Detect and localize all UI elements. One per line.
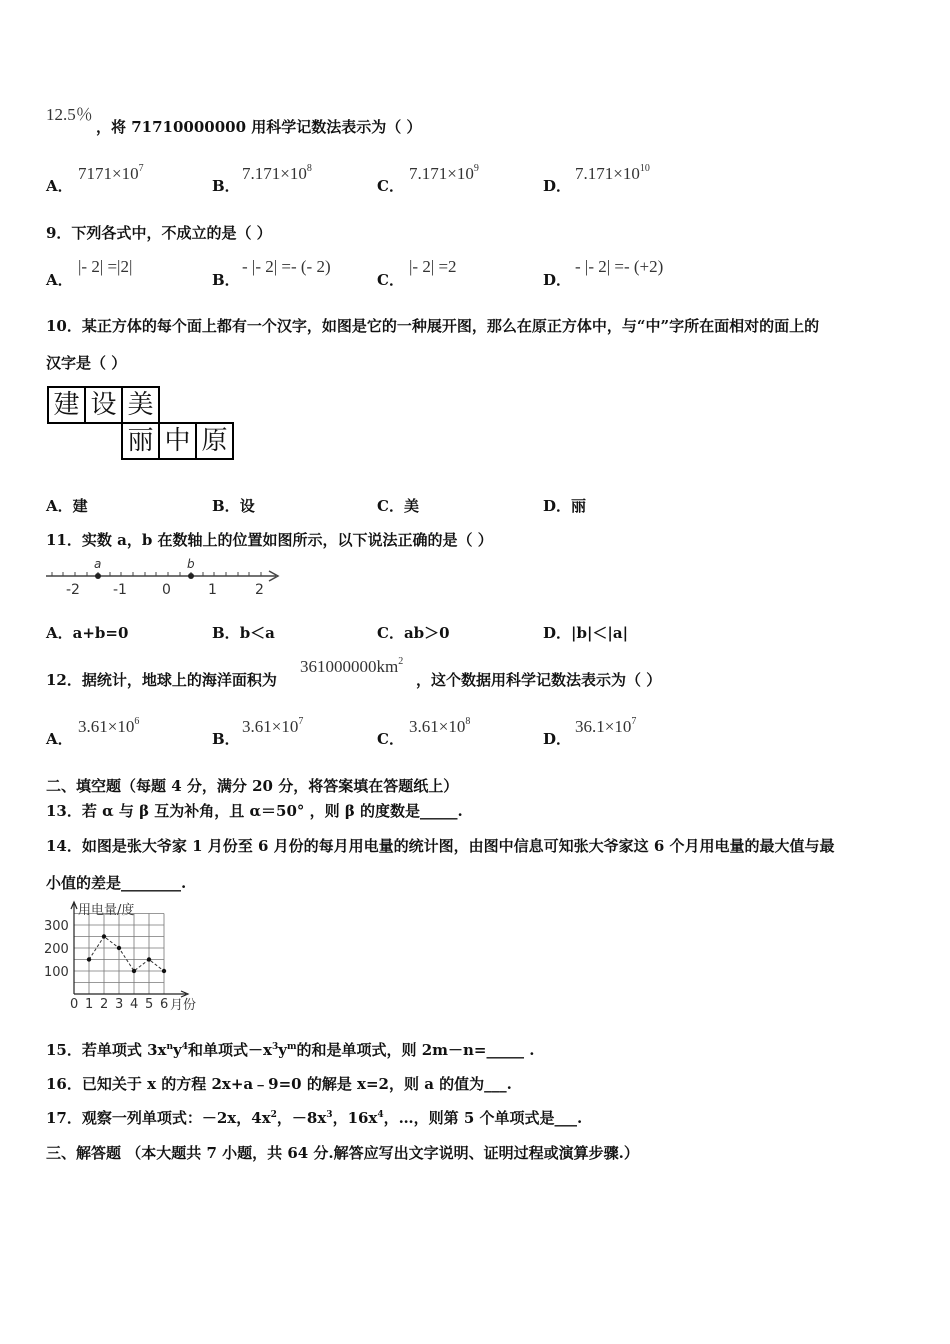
axis-label-neg2: -2: [66, 582, 80, 598]
q14-line1: 14．如图是张大爷家 1 月份至 6 月份的每月用电量的统计图，由图中信息可知张大爷家这 6 个月用电量的最大值与最: [46, 837, 835, 855]
q8-option-d-letter: D．: [543, 177, 572, 195]
q11-option-c: C．ab＞0: [377, 624, 450, 642]
q12-option-d: $36.1\times 10^7$: [575, 716, 637, 736]
chart-point: [87, 957, 91, 961]
chart-x-axis-title: 月份: [170, 998, 197, 1013]
net-cell-1: 建: [47, 386, 86, 424]
q8-option-a: $7171\times 10^7$: [78, 163, 144, 183]
net-cell-2: 设: [84, 386, 123, 424]
q11-stem: 11．实数 a，b 在数轴上的位置如图所示，以下说法正确的是（ ）: [46, 531, 493, 549]
q9-option-a: |- 2| =|2|: [78, 257, 133, 276]
q9-option-c: |- 2| =2: [409, 257, 457, 276]
q12-option-a: $3.61\times 10^6$: [78, 716, 140, 736]
q15-text: 15．若单项式 $3x^ny^4$和单项式$-x^3y^m$的和是单项式，则 2m－n=_____ .: [46, 1041, 535, 1059]
q11-option-a: A．a+b=0: [46, 624, 129, 642]
q8-lead-formula: 12.5％: [46, 105, 93, 124]
net-cell-6: 原: [195, 422, 234, 460]
chart-point: [162, 969, 166, 973]
q13-text: 13．若 α 与 β 互为补角，且 α＝50° ，则 β 的度数是_____.: [46, 802, 463, 820]
axis-label-neg1: -1: [113, 582, 127, 598]
q8-option-b: $7.171\times 10^8$: [242, 163, 312, 183]
chart-point: [147, 957, 151, 961]
q12-option-b: $3.61\times 10^7$: [242, 716, 304, 736]
electricity-chart: [40, 896, 210, 1018]
chart-y-tick-label: 100: [44, 965, 69, 980]
net-cell-4: 丽: [121, 422, 160, 460]
point-a: [95, 573, 101, 579]
q9-option-d-letter: D．: [543, 271, 572, 289]
q8-option-c: $7.171\times 10^9$: [409, 163, 479, 183]
axis-label-2: 2: [255, 582, 264, 598]
q10-option-c: C．美: [377, 497, 419, 515]
chart-x-tick-label: 4: [130, 997, 139, 1012]
point-b-label: b: [187, 557, 195, 571]
q9-stem: 9．下列各式中，不成立的是（ ）: [46, 224, 272, 242]
q12-stem-a: 12．据统计，地球上的海洋面积为: [46, 671, 277, 689]
q10-stem-line1: 10．某正方体的每个面上都有一个汉字，如图是它的一种展开图，那么在原正方体中，与“中”字所在面相对的面上的: [46, 317, 820, 335]
q8-stem: ，将 71710000000 用科学记数法表示为（ ）: [96, 118, 422, 136]
chart-x-tick-label: 5: [145, 997, 154, 1012]
q8-option-d: $7.171\times 10^{10}$: [575, 163, 650, 183]
q9-option-b-letter: B．: [212, 271, 240, 289]
axis-label-1: 1: [208, 582, 217, 598]
chart-y-tick-label: 200: [44, 942, 69, 957]
point-b: [188, 573, 194, 579]
q8-option-a-letter: A．: [46, 177, 73, 195]
q16-text: 16．已知关于 x 的方程 2x+a﹣9=0 的解是 x=2，则 a 的值为___.: [46, 1075, 512, 1093]
point-a-label: a: [94, 557, 102, 571]
chart-series: [87, 934, 166, 973]
q9-option-a-letter: A．: [46, 271, 73, 289]
q8-option-b-letter: B．: [212, 177, 240, 195]
chart-y-tick-label: 300: [44, 919, 69, 934]
chart-x-tick-label: 6: [160, 997, 169, 1012]
q10-option-b: B．设: [212, 497, 255, 515]
q11-option-b: B．b＜a: [212, 624, 275, 642]
chart-grid: [74, 914, 164, 995]
chart-labels: [44, 902, 196, 1013]
q12-option-c-letter: C．: [377, 730, 404, 748]
section3-heading: 三、解答题 （本大题共 7 小题，共 64 分.解答应写出文字说明、证明过程或演算步骤.）: [46, 1144, 639, 1162]
number-line: [40, 556, 290, 602]
q9-option-c-letter: C．: [377, 271, 404, 289]
chart-y-axis-title: 用电量/度: [78, 903, 135, 918]
chart-point: [132, 969, 136, 973]
axis-label-0: 0: [162, 582, 171, 598]
section2-heading: 二、填空题（每题 4 分，满分 20 分，将答案填在答题纸上）: [46, 777, 459, 795]
q12-option-d-letter: D．: [543, 730, 572, 748]
chart-point: [102, 934, 106, 938]
q9-option-d: - |- 2| =- (+2): [575, 257, 664, 276]
q12-stem-b: ，这个数据用科学记数法表示为（ ）: [416, 671, 662, 689]
q10-stem-line2: 汉字是（ ）: [46, 354, 127, 372]
q10-option-a: A．建: [46, 497, 88, 515]
q12-option-a-letter: A．: [46, 730, 73, 748]
q12-option-b-letter: B．: [212, 730, 240, 748]
chart-x-tick-label: 0: [70, 997, 79, 1012]
net-cell-5: 中: [158, 422, 197, 460]
q9-option-b: - |- 2| =- (- 2): [242, 257, 331, 276]
q11-option-d: D．|b|＜|a|: [543, 624, 629, 642]
q17-text: 17．观察一列单项式：－2x，$4x^2$，$-8x^3$，$16x^4$，…，则第 5 个单项式是___.: [46, 1109, 583, 1127]
chart-point: [117, 946, 121, 950]
chart-x-tick-label: 3: [115, 997, 124, 1012]
q10-option-d: D．丽: [543, 497, 587, 515]
chart-x-tick-label: 1: [85, 997, 94, 1012]
net-cell-3: 美: [121, 386, 160, 424]
q8-option-c-letter: C．: [377, 177, 404, 195]
q12-option-c: $3.61\times 10^8$: [409, 716, 471, 736]
chart-x-tick-label: 2: [100, 997, 109, 1012]
chart-series-line: [89, 937, 164, 972]
q12-formula: $361000000km^2$: [300, 656, 404, 676]
q14-line2: 小值的差是________.: [46, 874, 187, 892]
